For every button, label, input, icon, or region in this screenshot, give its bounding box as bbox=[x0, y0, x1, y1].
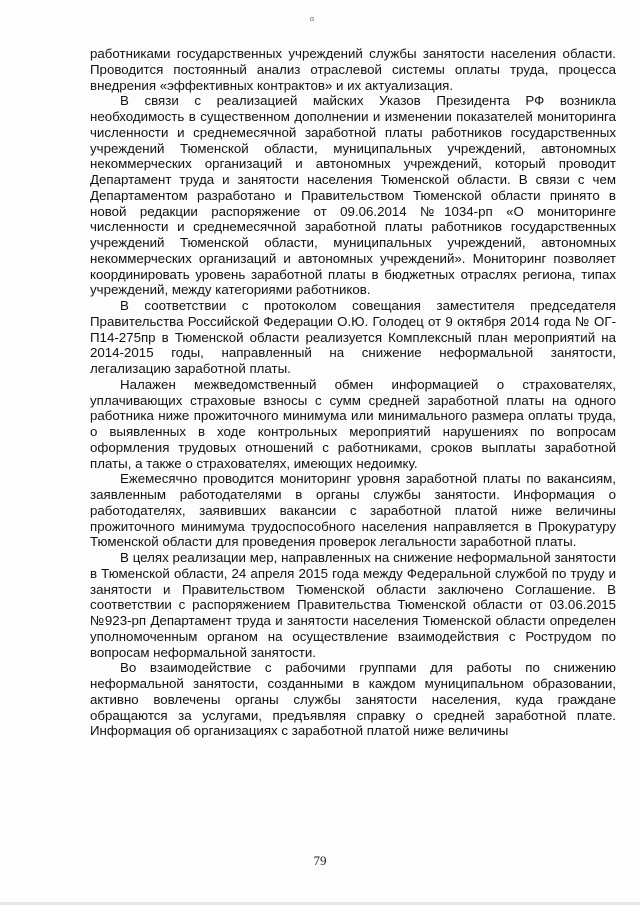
paragraph-5: Ежемесячно проводится мониторинг уровня заработной платы по вакансиям, заявленным работодателями в органы службы занятости. Информация о работодателях, заявивших вакансии с заработной платой ниже величины прожиточного минимума трудоспособного населения направляется в Прокуратуру Тюменской области для проведения проверок легальности заработной платы. bbox=[90, 471, 616, 550]
paragraph-1: работниками государственных учреждений службы занятости населения области. Проводится постоянный анализ отраслевой системы оплаты труда, процесса внедрения «эффективных контрактов» и их актуализация. bbox=[90, 46, 616, 93]
paragraph-2: В связи с реализацией майских Указов Президента РФ возникла необходимость в существенном дополнении и изменении показателей мониторинга численности и среднемесячной заработной платы работников государственных учреждений Тюменской области, муниципальных учреждений, автономных некоммерческих организаций и автономных учреждений, который проводит Департамент труда и занятости населения Тюменской области. В связи с чем Департаментом разработано и Правительством Тюменской области принято в новой редакции распоряжение от 09.06.2014 №1034-рп «О мониторинге численности и среднемесячной заработной платы работников государственных учреждений Тюменской области, муниципальных учреждений, автономных некоммерческих организаций и автономных учреждений». Мониторинг позволяет координировать уровень заработной платы в бюджетных отраслях региона, типах учреждений, между категориями работников. bbox=[90, 93, 616, 298]
scan-mark: ɑ bbox=[310, 14, 315, 23]
paragraph-6: В целях реализации мер, направленных на снижение неформальной занятости в Тюменской области, 24 апреля 2015 года между Федеральной службой по труду и занятости и Правительством Тюменской области заключено Соглашение. В соответствии с распоряжением Правительства Тюменской области от 03.06.2015 №923-рп Департамент труда и занятости населения Тюменской области определен уполномоченным органом на осуществление взаимодействия с Рострудом по вопросам неформальной занятости. bbox=[90, 550, 616, 660]
document-body bbox=[90, 46, 616, 739]
paragraph-3: В соответствии с протоколом совещания заместителя председателя Правительства Российской Федерации О.Ю. Голодец от 9 октября 2014 года № ОГ-П14-275пр в Тюменской области реализуется Комплексный план мероприятий на 2014-2015 годы, направленный на снижение неформальной занятости, легализацию заработной платы. bbox=[90, 298, 616, 376]
paragraph-4: Налажен межведомственный обмен информацией о страхователях, уплачивающих страховые взносы с сумм средней заработной платы на одного работника ниже прожиточного минимума или минимального размера оплаты труда, о выявленных в ходе контрольных мероприятий нарушениях по вопросам оформления трудовых отношений с работниками, сроков выплаты заработной платы, а также о страхователях, имеющих недоимку. bbox=[90, 376, 616, 471]
page-number: 79 bbox=[313, 853, 327, 868]
paragraph-7: Во взаимодействие с рабочими группами для работы по снижению неформальной занятости, созданными в каждом муниципальном образовании, активно вовлечены органы службы занятости населения, куда граждане обращаются за услугами, предъявляя справку о средней заработной плате. Информация об организациях с заработной платой ниже величины bbox=[90, 660, 616, 739]
